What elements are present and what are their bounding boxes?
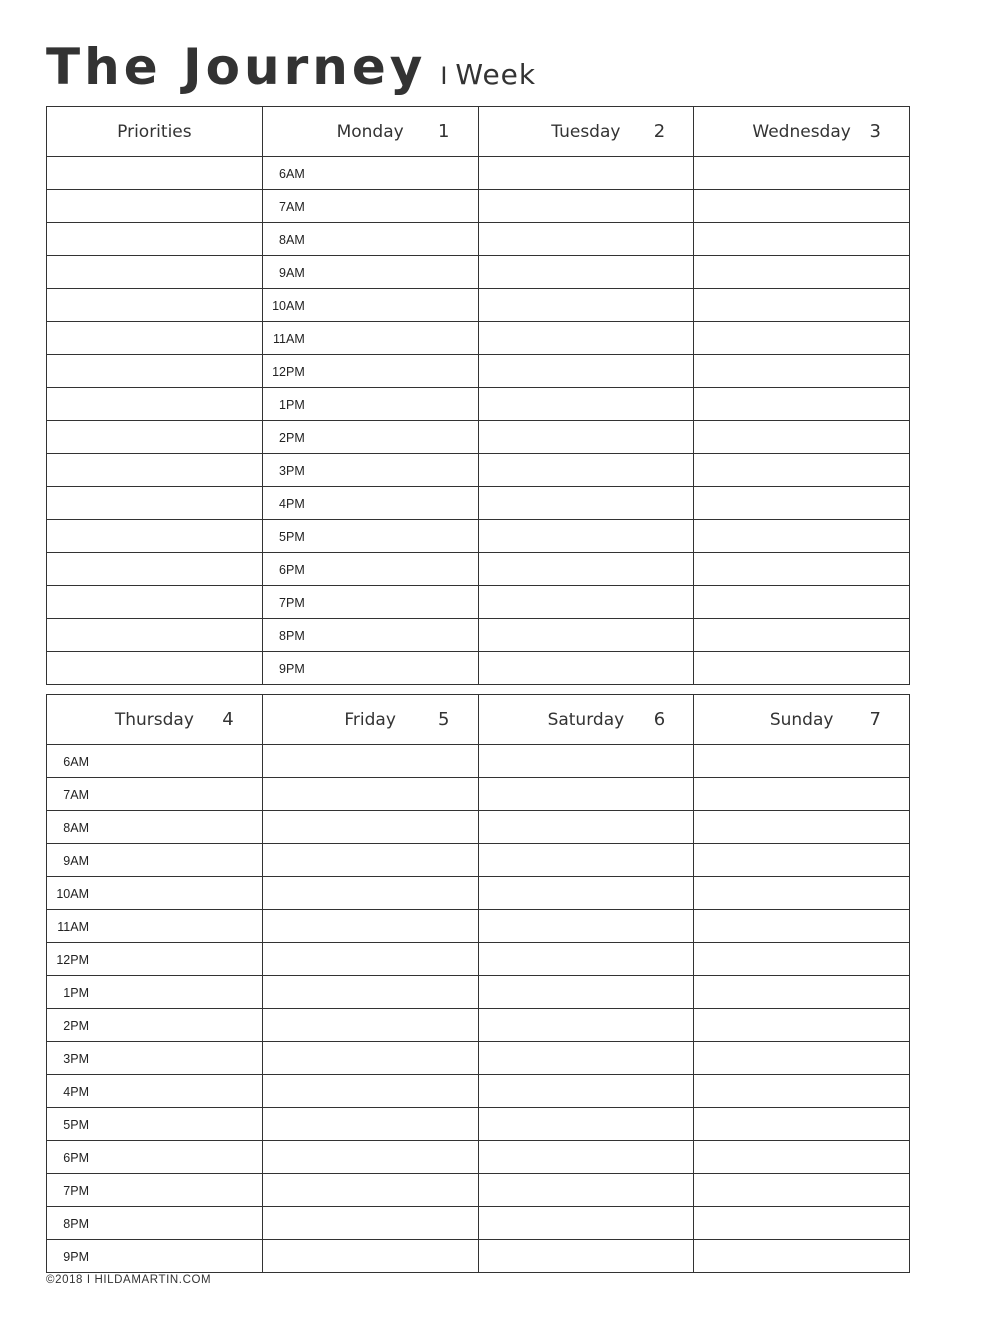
- entry-cell-tuesday[interactable]: [478, 487, 694, 520]
- column-header-sunday: [694, 695, 910, 745]
- entry-cell-monday[interactable]: [262, 388, 478, 421]
- column-header-priorities: [47, 107, 263, 157]
- entry-cell-friday[interactable]: [262, 1141, 478, 1174]
- time-slot-row: [47, 421, 910, 454]
- time-slot-row: [47, 256, 910, 289]
- entry-cell-friday[interactable]: [262, 943, 478, 976]
- entry-cell-priorities[interactable]: [47, 487, 263, 520]
- time-label: 10AM: [56, 887, 89, 901]
- time-label: 8PM: [63, 1217, 89, 1231]
- entry-cell-monday[interactable]: [262, 652, 478, 685]
- entry-cell-sunday[interactable]: [694, 1174, 910, 1207]
- time-label: 7AM: [279, 200, 305, 214]
- time-slot-row: [47, 553, 910, 586]
- time-slot-row: [47, 1009, 910, 1042]
- entry-cell-priorities[interactable]: [47, 586, 263, 619]
- entry-cell-thursday[interactable]: [47, 1141, 263, 1174]
- entry-cell-saturday[interactable]: [478, 1207, 694, 1240]
- column-label: Saturday: [547, 709, 625, 730]
- entry-cell-thursday[interactable]: [47, 877, 263, 910]
- column-label: Monday: [336, 121, 404, 142]
- time-label: 1PM: [63, 986, 89, 1000]
- entry-cell-sunday[interactable]: [694, 778, 910, 811]
- entry-cell-priorities[interactable]: [47, 388, 263, 421]
- entry-cell-tuesday[interactable]: [478, 190, 694, 223]
- entry-cell-monday[interactable]: [262, 190, 478, 223]
- entry-cell-tuesday[interactable]: [478, 619, 694, 652]
- time-label: 5PM: [279, 530, 305, 544]
- entry-cell-monday[interactable]: [262, 520, 478, 553]
- entry-cell-monday[interactable]: [262, 157, 478, 190]
- column-label: Friday: [344, 709, 396, 730]
- entry-cell-saturday[interactable]: [478, 1174, 694, 1207]
- time-label: 8PM: [279, 629, 305, 643]
- time-slot-row: [47, 289, 910, 322]
- time-label: 4PM: [279, 497, 305, 511]
- entry-cell-wednesday[interactable]: [694, 454, 910, 487]
- entry-cell-priorities[interactable]: [47, 619, 263, 652]
- entry-cell-saturday[interactable]: [478, 778, 694, 811]
- entry-cell-saturday[interactable]: [478, 910, 694, 943]
- day-number: 1: [438, 120, 450, 142]
- entry-cell-priorities[interactable]: [47, 322, 263, 355]
- entry-cell-thursday[interactable]: [47, 778, 263, 811]
- entry-cell-saturday[interactable]: [478, 745, 694, 778]
- time-slot-row: [47, 355, 910, 388]
- entry-cell-saturday[interactable]: [478, 976, 694, 1009]
- time-label: 9AM: [279, 266, 305, 280]
- entry-cell-tuesday[interactable]: [478, 553, 694, 586]
- time-label: 12PM: [272, 365, 305, 379]
- title-separator: I: [440, 62, 448, 90]
- time-slot-row: [47, 877, 910, 910]
- time-label: 4PM: [63, 1085, 89, 1099]
- time-slot-row: [47, 1075, 910, 1108]
- entry-cell-saturday[interactable]: [478, 943, 694, 976]
- time-label: 5PM: [63, 1118, 89, 1132]
- bottom-header-row: [47, 695, 910, 745]
- time-label: 2PM: [63, 1019, 89, 1033]
- time-slot-row: [47, 619, 910, 652]
- entry-cell-friday[interactable]: [262, 745, 478, 778]
- time-label: 7PM: [63, 1184, 89, 1198]
- time-slot-row: [47, 157, 910, 190]
- entry-cell-saturday[interactable]: [478, 844, 694, 877]
- entry-cell-tuesday[interactable]: [478, 355, 694, 388]
- entry-cell-thursday[interactable]: [47, 1075, 263, 1108]
- column-header-saturday: [478, 695, 694, 745]
- day-number: 6: [653, 708, 666, 730]
- column-header-monday: [262, 107, 478, 157]
- entry-cell-priorities[interactable]: [47, 553, 263, 586]
- entry-cell-monday[interactable]: [262, 553, 478, 586]
- time-slot-row: [47, 1108, 910, 1141]
- entry-cell-sunday[interactable]: [694, 844, 910, 877]
- time-slot-row: [47, 778, 910, 811]
- time-label: 8AM: [63, 821, 89, 835]
- time-label: 11AM: [273, 332, 305, 346]
- time-slot-row: [47, 652, 910, 685]
- entry-cell-thursday[interactable]: [47, 844, 263, 877]
- entry-cell-friday[interactable]: [262, 1075, 478, 1108]
- entry-cell-wednesday[interactable]: [694, 157, 910, 190]
- entry-cell-friday[interactable]: [262, 976, 478, 1009]
- entry-cell-wednesday[interactable]: [694, 487, 910, 520]
- entry-cell-priorities[interactable]: [47, 190, 263, 223]
- time-slot-row: [47, 745, 910, 778]
- entry-cell-saturday[interactable]: [478, 1141, 694, 1174]
- entry-cell-monday[interactable]: [262, 355, 478, 388]
- entry-cell-wednesday[interactable]: [694, 388, 910, 421]
- entry-cell-tuesday[interactable]: [478, 322, 694, 355]
- entry-cell-monday[interactable]: [262, 421, 478, 454]
- entry-cell-thursday[interactable]: [47, 1042, 263, 1075]
- entry-cell-tuesday[interactable]: [478, 454, 694, 487]
- entry-cell-monday[interactable]: [262, 586, 478, 619]
- entry-cell-sunday[interactable]: [694, 1042, 910, 1075]
- time-slot-row: [47, 454, 910, 487]
- entry-cell-monday[interactable]: [262, 322, 478, 355]
- top-header-row: [47, 107, 910, 157]
- entry-cell-sunday[interactable]: [694, 811, 910, 844]
- entry-cell-wednesday[interactable]: [694, 289, 910, 322]
- entry-cell-friday[interactable]: [262, 1042, 478, 1075]
- time-label: 12PM: [56, 953, 89, 967]
- time-label: 3PM: [63, 1052, 89, 1066]
- time-label: 9PM: [279, 662, 305, 676]
- time-label: 3PM: [279, 464, 305, 478]
- day-number: 4: [222, 708, 234, 730]
- column-label: Tuesday: [551, 121, 621, 142]
- column-header-wednesday: [694, 107, 910, 157]
- entry-cell-wednesday[interactable]: [694, 223, 910, 256]
- entry-cell-monday[interactable]: [262, 454, 478, 487]
- entry-cell-saturday[interactable]: [478, 1075, 694, 1108]
- page-title: The Journey: [46, 38, 427, 96]
- entry-cell-tuesday[interactable]: [478, 388, 694, 421]
- entry-cell-friday[interactable]: [262, 844, 478, 877]
- entry-cell-tuesday[interactable]: [478, 520, 694, 553]
- entry-cell-priorities[interactable]: [47, 520, 263, 553]
- column-header-friday: [262, 695, 478, 745]
- time-label: 8AM: [279, 233, 305, 247]
- day-number: 3: [869, 120, 881, 142]
- entry-cell-thursday[interactable]: [47, 1174, 263, 1207]
- entry-cell-monday[interactable]: [262, 223, 478, 256]
- day-number: 5: [438, 708, 450, 730]
- entry-cell-saturday[interactable]: [478, 1009, 694, 1042]
- entry-cell-friday[interactable]: [262, 1207, 478, 1240]
- entry-cell-monday[interactable]: [262, 487, 478, 520]
- entry-cell-tuesday[interactable]: [478, 652, 694, 685]
- entry-cell-sunday[interactable]: [694, 1240, 910, 1273]
- planner-grid-top: [46, 106, 910, 685]
- entry-cell-tuesday[interactable]: [478, 289, 694, 322]
- column-label: Wednesday: [752, 121, 851, 142]
- entry-cell-friday[interactable]: [262, 811, 478, 844]
- time-slot-row: [47, 520, 910, 553]
- entry-cell-friday[interactable]: [262, 1240, 478, 1273]
- entry-cell-wednesday[interactable]: [694, 322, 910, 355]
- entry-cell-priorities[interactable]: [47, 454, 263, 487]
- time-label: 6AM: [279, 167, 305, 181]
- entry-cell-priorities[interactable]: [47, 223, 263, 256]
- column-header-tuesday: [478, 107, 694, 157]
- time-slot-row: [47, 586, 910, 619]
- time-slot-row: [47, 190, 910, 223]
- time-slot-row: [47, 1207, 910, 1240]
- time-slot-row: [47, 811, 910, 844]
- entry-cell-sunday[interactable]: [694, 877, 910, 910]
- time-slot-row: [47, 388, 910, 421]
- time-label: 6PM: [63, 1151, 89, 1165]
- entry-cell-thursday[interactable]: [47, 745, 263, 778]
- column-label: Priorities: [117, 121, 192, 142]
- entry-cell-thursday[interactable]: [47, 976, 263, 1009]
- time-label: 1PM: [279, 398, 305, 412]
- entry-cell-friday[interactable]: [262, 910, 478, 943]
- day-number: 2: [653, 120, 666, 142]
- entry-cell-priorities[interactable]: [47, 421, 263, 454]
- time-slot-row: [47, 844, 910, 877]
- time-slot-row: [47, 943, 910, 976]
- entry-cell-sunday[interactable]: [694, 910, 910, 943]
- entry-cell-sunday[interactable]: [694, 1075, 910, 1108]
- time-label: 11AM: [57, 920, 89, 934]
- entry-cell-priorities[interactable]: [47, 157, 263, 190]
- entry-cell-sunday[interactable]: [694, 1207, 910, 1240]
- entry-cell-priorities[interactable]: [47, 289, 263, 322]
- entry-cell-priorities[interactable]: [47, 355, 263, 388]
- entry-cell-friday[interactable]: [262, 1108, 478, 1141]
- entry-cell-wednesday[interactable]: [694, 652, 910, 685]
- time-label: 10AM: [272, 299, 305, 313]
- entry-cell-tuesday[interactable]: [478, 223, 694, 256]
- entry-cell-sunday[interactable]: [694, 1108, 910, 1141]
- footer-credit: ©2018 I HILDAMARTIN.COM: [46, 1274, 212, 1286]
- entry-cell-thursday[interactable]: [47, 1009, 263, 1042]
- planner-grid-bottom: [46, 694, 910, 1273]
- time-label: 7AM: [63, 788, 89, 802]
- entry-cell-monday[interactable]: [262, 256, 478, 289]
- time-label: 6PM: [279, 563, 305, 577]
- column-label: Sunday: [769, 709, 834, 730]
- entry-cell-wednesday[interactable]: [694, 421, 910, 454]
- entry-cell-wednesday[interactable]: [694, 256, 910, 289]
- entry-cell-friday[interactable]: [262, 1009, 478, 1042]
- entry-cell-wednesday[interactable]: [694, 355, 910, 388]
- entry-cell-thursday[interactable]: [47, 1108, 263, 1141]
- entry-cell-saturday[interactable]: [478, 1108, 694, 1141]
- entry-cell-sunday[interactable]: [694, 1009, 910, 1042]
- time-slot-row: [47, 1174, 910, 1207]
- entry-cell-wednesday[interactable]: [694, 553, 910, 586]
- entry-cell-saturday[interactable]: [478, 811, 694, 844]
- entry-cell-thursday[interactable]: [47, 910, 263, 943]
- time-label: 9PM: [63, 1250, 89, 1264]
- time-label: 7PM: [279, 596, 305, 610]
- time-slot-row: [47, 910, 910, 943]
- entry-cell-monday[interactable]: [262, 289, 478, 322]
- entry-cell-saturday[interactable]: [478, 877, 694, 910]
- entry-cell-sunday[interactable]: [694, 1141, 910, 1174]
- time-slot-row: [47, 1240, 910, 1273]
- entry-cell-thursday[interactable]: [47, 811, 263, 844]
- entry-cell-tuesday[interactable]: [478, 586, 694, 619]
- entry-cell-wednesday[interactable]: [694, 586, 910, 619]
- entry-cell-priorities[interactable]: [47, 256, 263, 289]
- day-number: 7: [869, 708, 881, 730]
- time-slot-row: [47, 487, 910, 520]
- time-slot-row: [47, 1141, 910, 1174]
- entry-cell-sunday[interactable]: [694, 745, 910, 778]
- time-slot-row: [47, 1042, 910, 1075]
- entry-cell-saturday[interactable]: [478, 1042, 694, 1075]
- page-subtitle: Week: [455, 58, 537, 91]
- entry-cell-friday[interactable]: [262, 778, 478, 811]
- entry-cell-monday[interactable]: [262, 619, 478, 652]
- entry-cell-wednesday[interactable]: [694, 619, 910, 652]
- entry-cell-wednesday[interactable]: [694, 190, 910, 223]
- entry-cell-friday[interactable]: [262, 1174, 478, 1207]
- time-slot-row: [47, 976, 910, 1009]
- entry-cell-priorities[interactable]: [47, 652, 263, 685]
- entry-cell-thursday[interactable]: [47, 1207, 263, 1240]
- entry-cell-tuesday[interactable]: [478, 421, 694, 454]
- time-label: 9AM: [63, 854, 89, 868]
- column-header-thursday: [47, 695, 263, 745]
- page-header: [46, 38, 536, 98]
- entry-cell-friday[interactable]: [262, 877, 478, 910]
- entry-cell-saturday[interactable]: [478, 1240, 694, 1273]
- time-slot-row: [47, 223, 910, 256]
- entry-cell-thursday[interactable]: [47, 943, 263, 976]
- time-label: 6AM: [63, 755, 89, 769]
- entry-cell-tuesday[interactable]: [478, 157, 694, 190]
- entry-cell-tuesday[interactable]: [478, 256, 694, 289]
- time-label: 2PM: [279, 431, 305, 445]
- entry-cell-sunday[interactable]: [694, 943, 910, 976]
- column-label: Thursday: [114, 709, 194, 730]
- entry-cell-wednesday[interactable]: [694, 520, 910, 553]
- entry-cell-thursday[interactable]: [47, 1240, 263, 1273]
- entry-cell-sunday[interactable]: [694, 976, 910, 1009]
- time-slot-row: [47, 322, 910, 355]
